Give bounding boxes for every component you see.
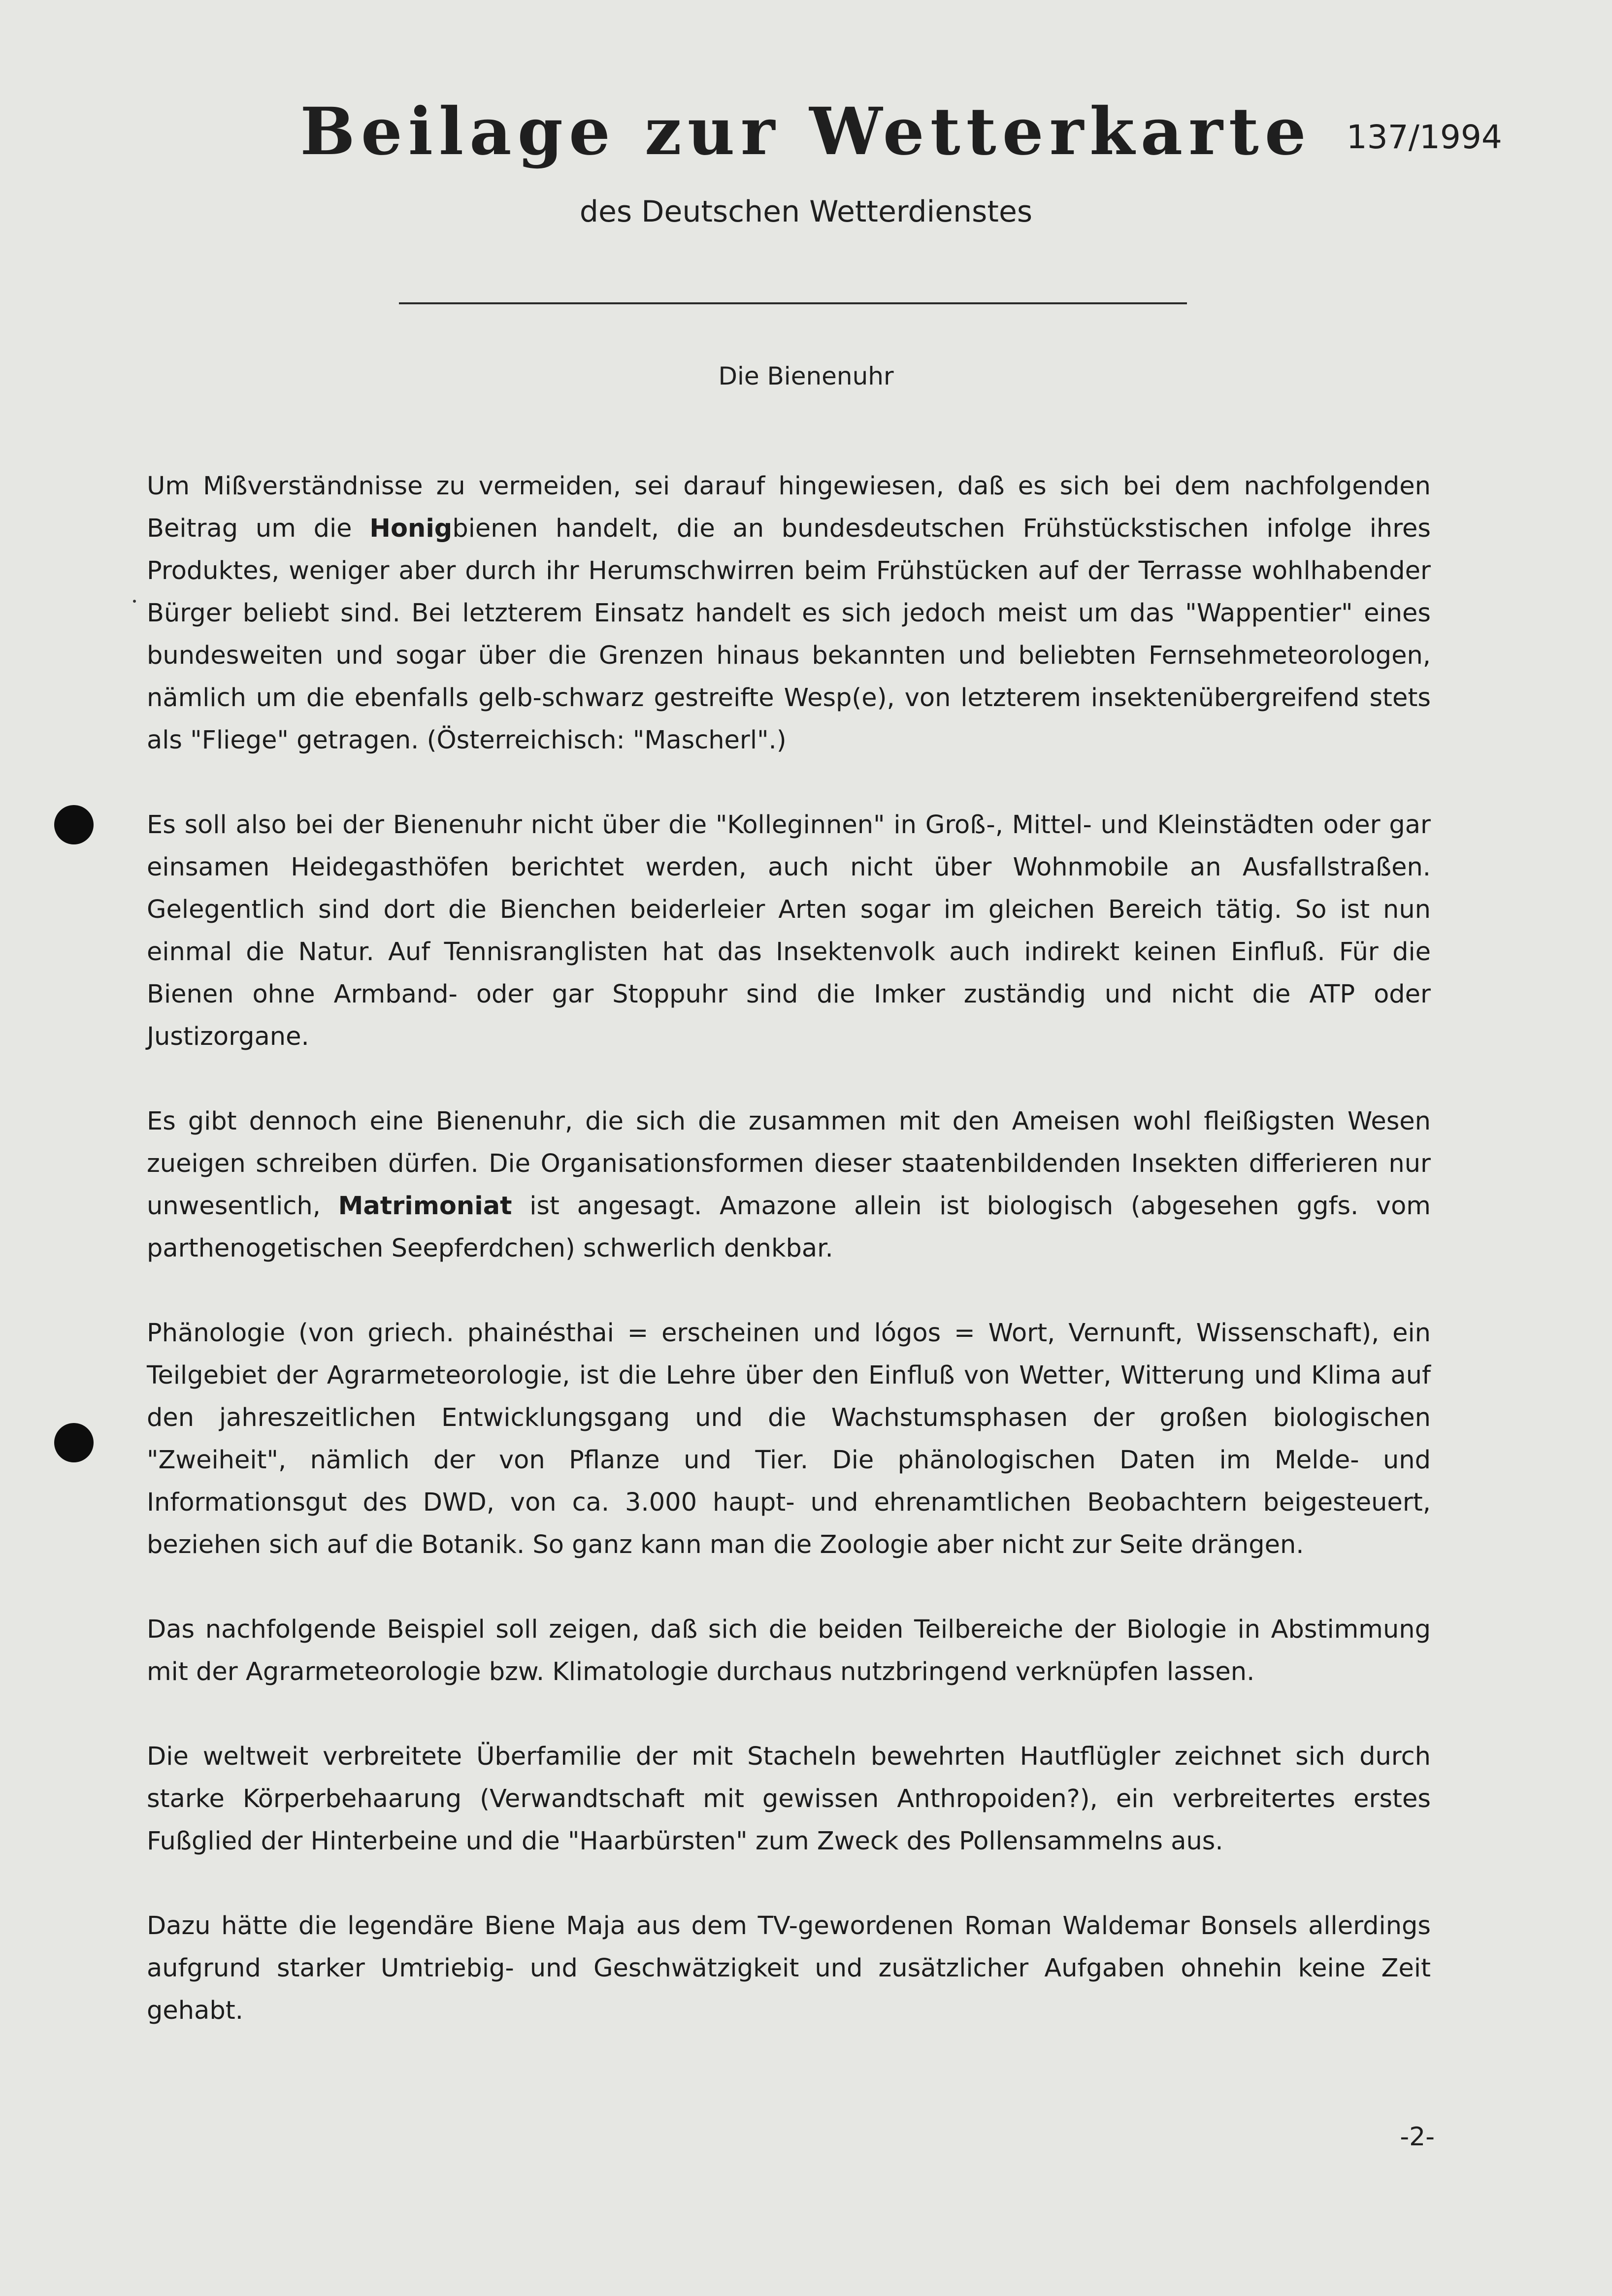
paragraph-7: Dazu hätte die legendäre Biene Maja aus dem TV-gewordenen Roman Waldemar Bonsels allerdings aufgrund starker Umtriebig- und Geschwätzigkeit und zusätzlicher Aufgaben ohnehin keine Zeit gehabt. <box>147 1911 1431 2025</box>
page-number: -2- <box>1400 2122 1435 2152</box>
document-header <box>0 94 1612 170</box>
punch-hole-bottom <box>54 1423 94 1462</box>
document-title: Beilage zur Wetterkarte <box>300 94 1312 170</box>
paragraph-6: Die weltweit verbreitete Überfamilie der mit Stacheln bewehrten Hautflügler zeichnet sich durch starke Körperbehaarung (Verwandtschaft mit gewissen Anthropoiden?), ein verbreitertes erstes Fußglied der Hinterbeine und die "Haarbürsten" zum Zweck des Pollensammelns aus. <box>147 1742 1431 1856</box>
paragraph-5: Das nachfolgende Beispiel soll zeigen, daß sich die beiden Teilbereiche der Biologie in Abstimmung mit der Agrarmeteorologie bzw. Klimatologie durchaus nutzbringend verknüpfen lassen. <box>147 1615 1431 1686</box>
paragraph-3: Es gibt dennoch eine Bienenuhr, die sich die zusammen mit den Ameisen wohl fleißigsten Wesen zueigen schreiben dürfen. Die Organisationsformen dieser staatenbildenden Insekten differieren nur unwesentlich, Matrimoniat ist angesagt. Amazone allein ist biologisch (abgesehen ggfs. vom parthenogetischen Seepferdchen) schwerlich denkbar. <box>147 1107 1431 1263</box>
document-subtitle: des Deutschen Wetterdienstes <box>579 194 1033 229</box>
paragraph-4: Phänologie (von griech. phainésthai = erscheinen und lógos = Wort, Vernunft, Wissenschaft), ein Teilgebiet der Agrarmeteorologie, ist die Lehre über den Einfluß von Wetter, Witterung und Klima auf den jahreszeitlichen Entwicklungsgang und die Wachstumsphasen der großen biologischen "Zweiheit", nämlich der von Pflanze und Tier. Die phänologischen Daten im Melde- und Informationsgut des DWD, von ca. 3.000 haupt- und ehrenamtlichen Beobachtern beigesteuert, beziehen sich auf die Botanik. So ganz kann man die Zoologie aber nicht zur Seite drängen. <box>147 1319 1431 1559</box>
title-line <box>300 94 1502 170</box>
paragraph-1: Um Mißverständnisse zu vermeiden, sei darauf hingewiesen, daß es sich bei dem nachfolgenden Beitrag um die Honigbienen handelt, die an bundesdeutschen Frühstückstischen infolge ihres Produktes, weniger aber durch ihr Herumschwirren beim Frühstücken auf der Terrasse wohlhabender Bürger beliebt sind. Bei letzterem Einsatz handelt es sich jedoch meist um das "Wappentier" eines bundesweiten und sogar über die Grenzen hinaus bekannten und beliebten Fernsehmeteorologen, nämlich um die ebenfalls gelb-schwarz gestreifte Wesp(e), von letzterem insektenübergreifend stets als "Fliege" getragen. (Österreichisch: "Mascherl".) <box>147 472 1431 755</box>
article-body <box>147 465 1431 2074</box>
paper-speck <box>133 600 136 603</box>
header-divider <box>399 302 1187 304</box>
article-title: Die Bienenuhr <box>718 362 894 390</box>
emphasis-honig: Honig <box>369 514 453 543</box>
issue-number: 137/1994 <box>1346 118 1502 156</box>
paragraph-2: Es soll also bei der Bienenuhr nicht über die "Kolleginnen" in Groß-, Mittel- und Kleinstädten oder gar einsamen Heidegasthöfen berichtet werden, auch nicht über Wohnmobile an Ausfallstraßen. Gelegentlich sind dort die Bienchen beiderleier Arten sogar im gleichen Bereich tätig. So ist nun einmal die Natur. Auf Tennisranglisten hat das Insektenvolk auch indirekt keinen Einfluß. Für die Bienen ohne Armband- oder gar Stoppuhr sind die Imker zuständig und nicht die ATP oder Justizorgane. <box>147 810 1431 1051</box>
punch-hole-top <box>54 805 94 844</box>
emphasis-matrimoniat: Matrimoniat <box>338 1192 512 1221</box>
